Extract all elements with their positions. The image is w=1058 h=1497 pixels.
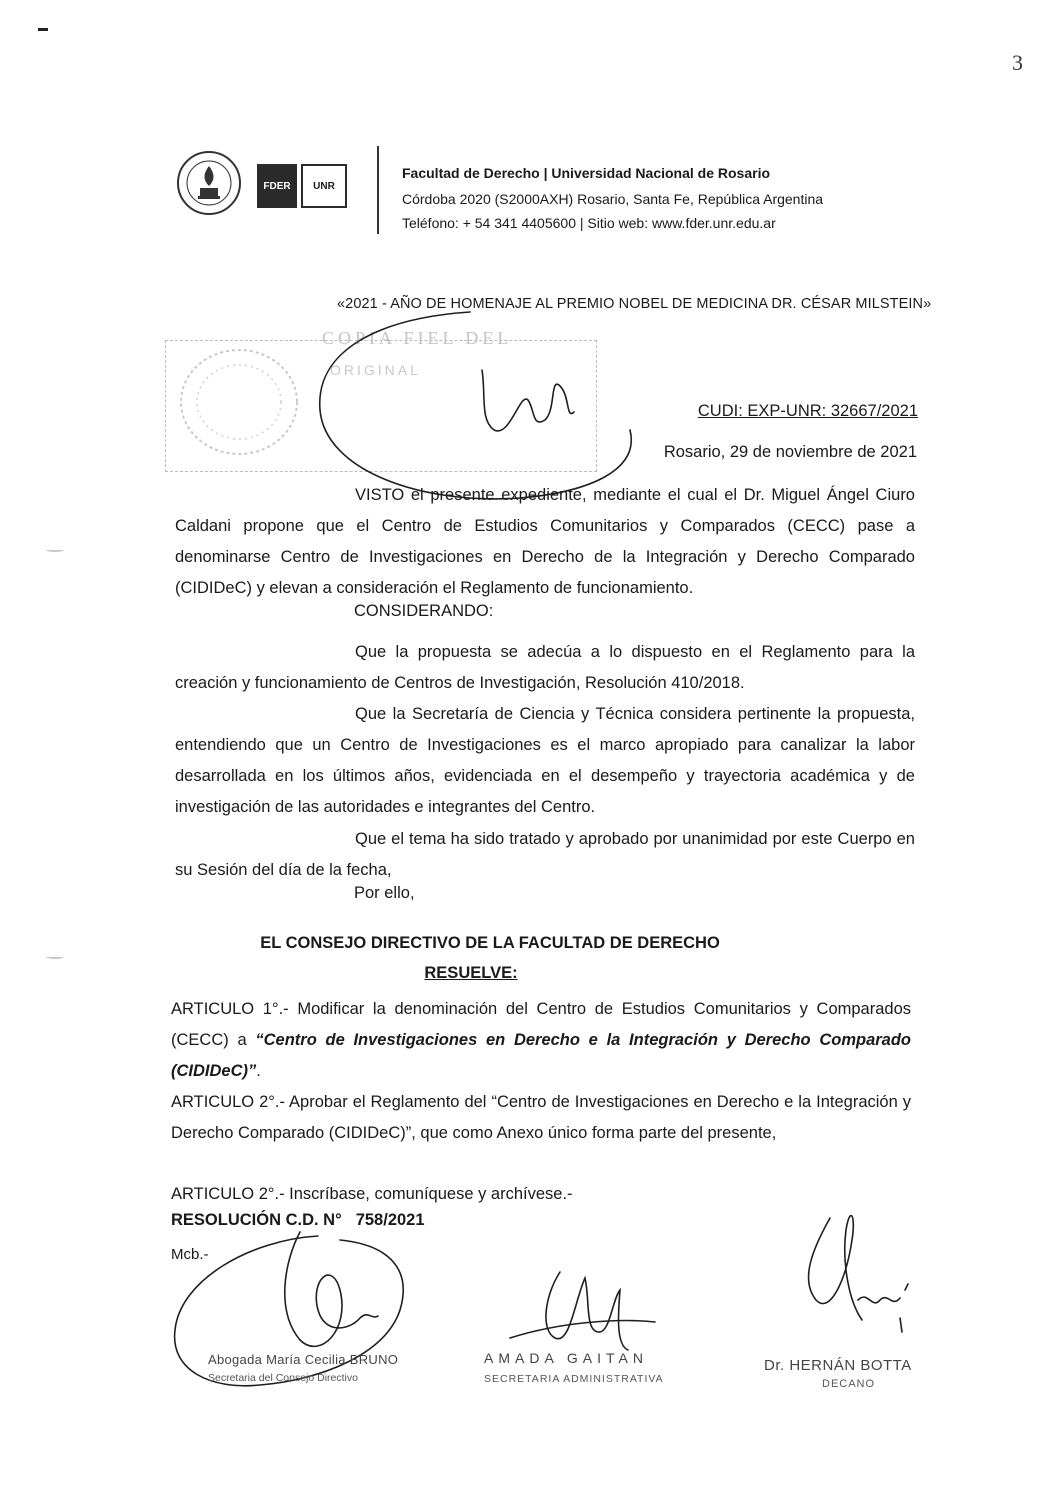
page-number: 3 <box>1012 50 1023 75</box>
resuelve-heading: RESUELVE: <box>424 964 518 982</box>
considerando-text-3: Que el tema ha sido tratado y aprobado por unanimidad por este Cuerpo en su Sesión del día de la fecha, <box>175 830 915 879</box>
typist-initials: Mcb.- <box>171 1246 209 1263</box>
visto-text: VISTO el presente expediente, mediante el cual el Dr. Miguel Ángel Ciuro Caldani propone que el Centro de Estudios Comunitarios y Comparados (CECC) pase a denominarse Centro de Investigaciones en Derecho de la Integración y Derecho Comparado (CIDIDeC) y elevan a consideración el Reglamento de funcionamiento. <box>175 486 915 597</box>
article-1-prefix: ARTICULO 1°.- Modificar la denominación del Centro de Estudios Comunitarios y Comparados (CECC) a <box>171 1000 911 1049</box>
article-1-suffix: . <box>256 1062 261 1080</box>
scan-edge-mark <box>46 548 64 552</box>
council-heading: EL CONSEJO DIRECTIVO DE LA FACULTAD DE DERECHO <box>260 934 720 952</box>
letterhead-institution: Facultad de Derecho | Universidad Nacional de Rosario <box>402 165 771 181</box>
stamp-ring-stroke <box>320 312 632 499</box>
letterhead-contact: Teléfono: + 54 341 4405600 | Sitio web: www.fder.unr.edu.ar <box>402 215 776 231</box>
unr-logo: UNR <box>301 164 347 208</box>
article-1-new-name: “Centro de Investigaciones en Derecho e la Integración y Derecho Comparado (CIDIDeC)” <box>171 1031 911 1080</box>
signature-3-name: Dr. HERNÁN BOTTA <box>764 1357 912 1374</box>
fder-logo: FDER <box>257 164 297 208</box>
signature-2-role: SECRETARIA ADMINISTRATIVA <box>484 1373 664 1385</box>
article-2: ARTICULO 2°.- Aprobar el Reglamento del “Centro de Investigaciones en Derecho e la Integración y Derecho Comparado (CIDIDeC)”, que como Anexo único forma parte del presente, <box>171 1093 911 1142</box>
stamp-title: COPIA FIEL DEL <box>322 328 513 348</box>
considerando-text-1: Que la propuesta se adecúa a lo dispuesto en el Reglamento para la creación y funcionamiento de Centros de Investigación, Resolución 410/2018. <box>175 643 915 692</box>
signature-1-role: Secretaria del Consejo Directivo <box>208 1372 358 1384</box>
considerando-heading: CONSIDERANDO: <box>354 602 494 620</box>
considerando-text-2: Que la Secretaría de Ciencia y Técnica considera pertinente la propuesta, entendiendo que un Centro de Investigaciones es el marco apropiado para canalizar la labor desarrollada en los últimos años, evidenciada en el desempeño y trayectoria académica y de investigación de las autoridades e integrantes del Centro. <box>175 705 915 816</box>
article-3: ARTICULO 2°.- Inscríbase, comuníquese y archívese.- <box>171 1185 573 1203</box>
cudi-reference: CUDI: EXP-UNR: 32667/2021 <box>697 402 918 420</box>
document-date: Rosario, 29 de noviembre de 2021 <box>663 443 917 461</box>
por-ello: Por ello, <box>354 884 415 902</box>
signature-2-name: AMADA GAITAN <box>484 1350 648 1366</box>
scan-edge-mark <box>46 955 64 959</box>
resolution-number-label: RESOLUCIÓN C.D. N° <box>171 1211 342 1229</box>
signature-1-name: Abogada María Cecilia BRUNO <box>208 1352 399 1367</box>
resolution-number-value: 758/2021 <box>355 1211 425 1229</box>
stamp-subtitle: ORIGINAL <box>330 362 421 378</box>
signature-3-role: DECANO <box>822 1378 876 1390</box>
letterhead-address: Córdoba 2020 (S2000AXH) Rosario, Santa Fe, República Argentina <box>402 191 824 207</box>
year-motto: «2021 - AÑO DE HOMENAJE AL PREMIO NOBEL DE MEDICINA DR. CÉSAR MILSTEIN» <box>337 296 932 312</box>
